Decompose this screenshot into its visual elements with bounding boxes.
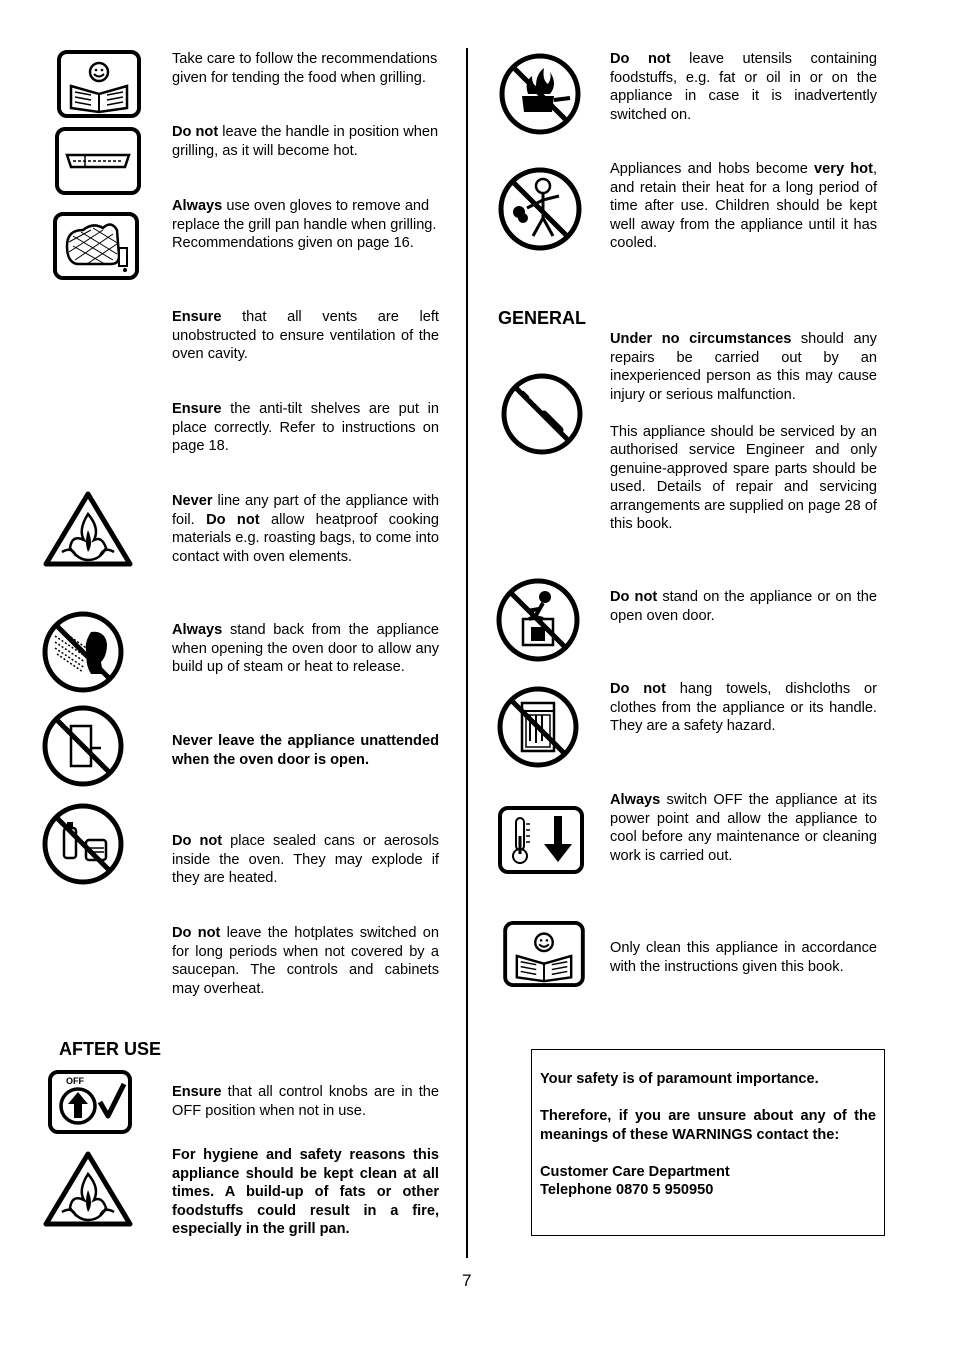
fire-warning-icon [42, 490, 134, 568]
reading-man-icon [57, 50, 141, 118]
off-knob-icon [48, 1070, 132, 1134]
right-text-0: Do not leave utensils containing foodstuffs, e.g. fat or oil in or on the appliance in case it is inadvertently switched on. [610, 51, 877, 123]
left-text-0: Take care to follow the recommendations given for tending the food when grilling. [172, 51, 438, 86]
safety-line-1: Your safety is of paramount importance. [540, 1071, 819, 1087]
no-children-icon [497, 166, 583, 252]
right-text-1: Appliances and hobs become very hot, and retain their heat for a long period of time after use. Children should be kept well away from the appliance until it has cooled. [610, 161, 877, 251]
general-text-2: Do not hang towels, dishcloths or clothes from the appliance or its handle. They are a safety hazard. [610, 681, 877, 734]
left-text-9: Do not leave the hotplates switched on for long periods when not covered by a saucepan. The controls and cabinets may overheat. [172, 925, 439, 997]
page-number: 7 [462, 1271, 472, 1290]
after-use-text-0: Ensure that all control knobs are in the OFF position when not in use. [172, 1084, 439, 1119]
left-text-5: Never line any part of the appliance with foil. Do not allow heatproof cooking materials e.g. roasting bags, to come into contact with oven elements. [172, 493, 439, 565]
safety-line-4: Telephone 0870 5 950950 [540, 1182, 714, 1198]
after-use-heading: AFTER USE [59, 1039, 162, 1059]
after-use-text-1: For hygiene and safety reasons this appliance should be kept clean at all times. A build-up of fats or other foodstuffs could result in a fire, especially in the grill pan. [172, 1147, 439, 1237]
general-text-4: Only clean this appliance in accordance with the instructions given this book. [610, 940, 877, 975]
left-text-2: Always use oven gloves to remove and replace the grill pan handle when grilling. Recommendations given on page 16. [172, 198, 437, 251]
general-heading: GENERAL [498, 308, 587, 328]
no-screwdriver-icon [500, 372, 584, 456]
left-text-6: Always stand back from the appliance when opening the oven door to allow any build up of steam or heat to release. [172, 622, 439, 675]
column-divider [466, 48, 468, 1258]
no-towel-icon [496, 685, 580, 769]
fire-warning-icon [42, 1150, 134, 1228]
no-open-door-icon [41, 704, 125, 788]
left-text-1: Do not leave the handle in position when grilling, as it will become hot. [172, 124, 439, 159]
no-standing-icon [495, 577, 581, 663]
left-text-7: Never leave the appliance unattended when the oven door is open. [172, 733, 439, 768]
no-aerosol-icon [40, 802, 126, 886]
svg-text:OFF: OFF [66, 1076, 84, 1086]
no-steam-face-icon [41, 610, 125, 694]
general-text-0: Under no circumstances should any repairs be carried out by an inexperienced person as this may cause injury or serious malfunction. This appliance should be serviced by an authorised service Engineer and only genuine-approved spare parts should be used. Details of repair and servicing arrangements are supplied on page 28 of this book. [610, 331, 877, 532]
reading-man-icon [502, 921, 586, 987]
left-text-3: Ensure that all vents are left unobstructed to ensure ventilation of the oven cavity. [172, 309, 439, 362]
general-text-1: Do not stand on the appliance or on the open oven door. [610, 589, 877, 624]
safety-line-3: Customer Care Department [540, 1163, 730, 1180]
cool-down-icon [498, 806, 584, 874]
grill-pan-icon [55, 127, 141, 195]
no-pan-fire-icon [498, 52, 582, 136]
left-text-4: Ensure the anti-tilt shelves are put in place correctly. Refer to instructions on page 18. [172, 401, 439, 454]
safety-notice-box [531, 1049, 885, 1236]
oven-glove-icon [53, 212, 139, 280]
general-text-3: Always switch OFF the appliance at its power point and allow the appliance to cool before any maintenance or cleaning work is carried out. [610, 792, 877, 864]
safety-line-2: Therefore, if you are unsure about any of the meanings of these WARNINGS contact the: [540, 1108, 876, 1143]
left-text-8: Do not place sealed cans or aerosols inside the oven. They may explode if they are heated. [172, 833, 439, 886]
